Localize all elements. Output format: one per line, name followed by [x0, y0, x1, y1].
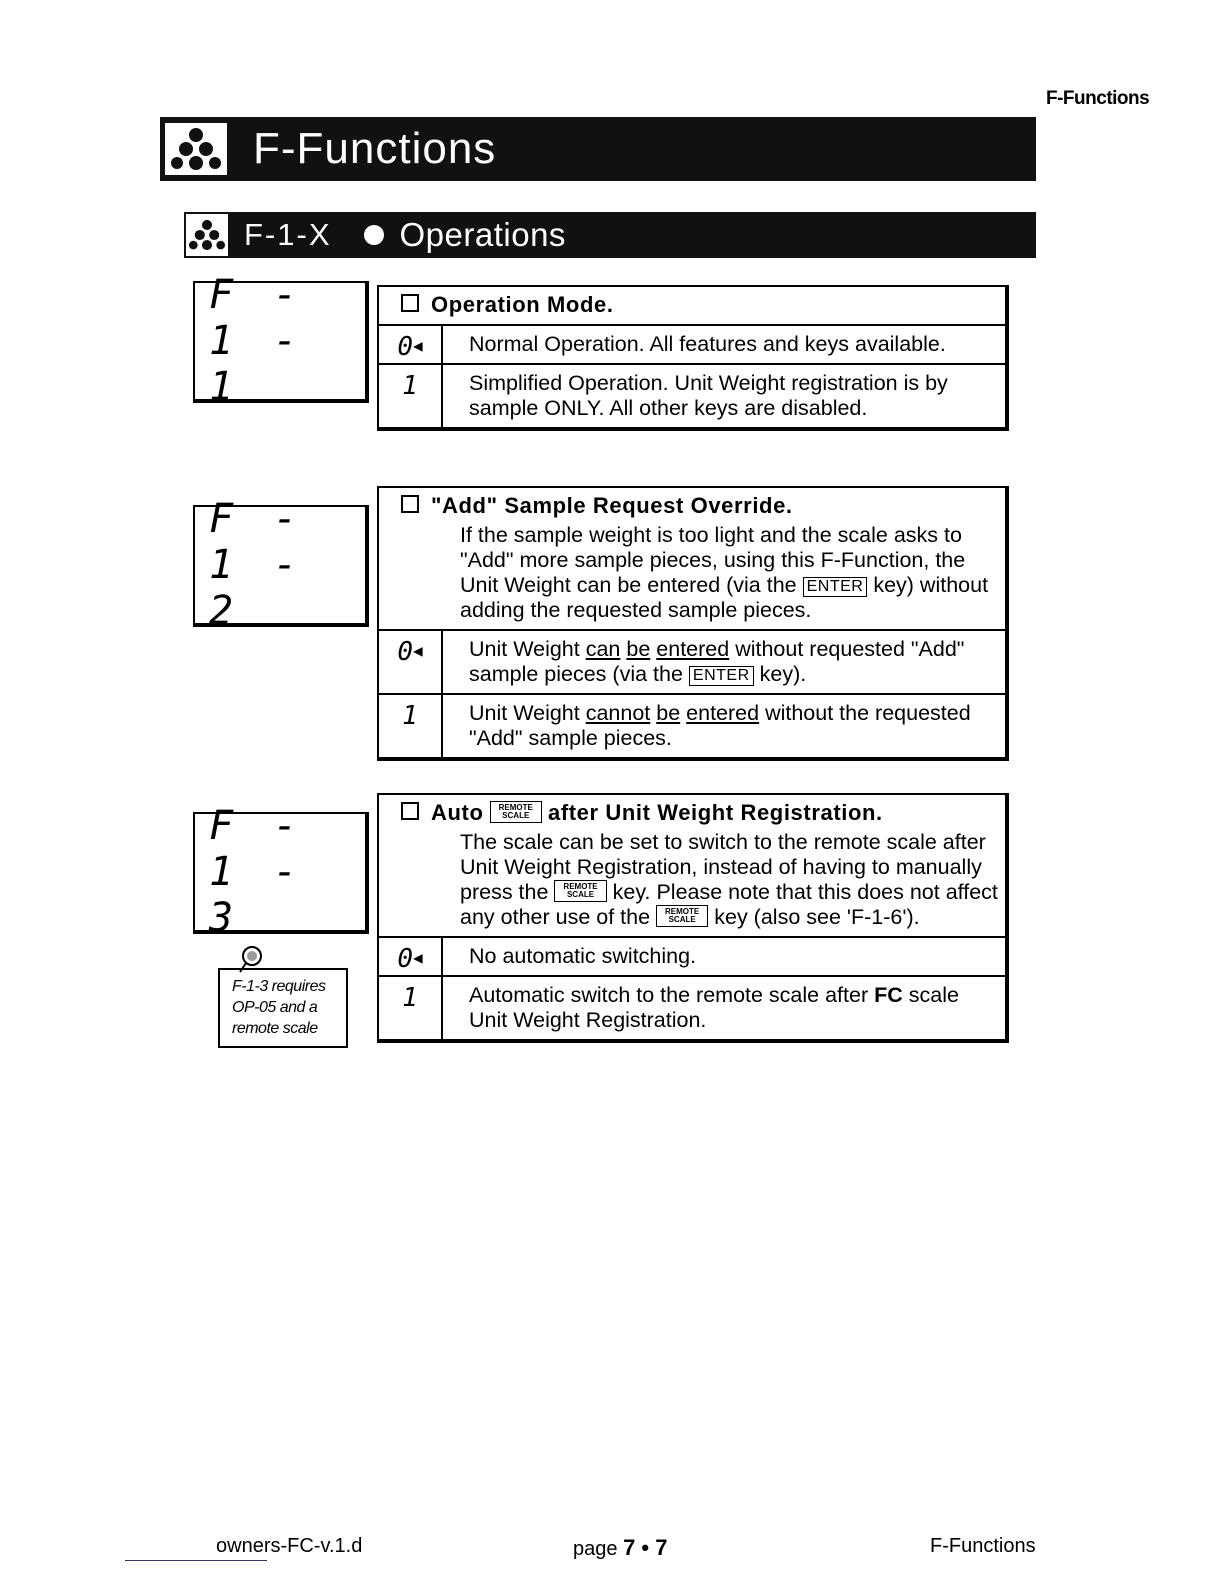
- pieces-logo-icon: [186, 214, 228, 256]
- checkbox-icon: [401, 802, 419, 820]
- option-text: Unit Weight can be entered without requested "Add" sample pieces (via the ENTER key).: [469, 637, 965, 686]
- function-table-f-1-3: [377, 793, 1009, 1043]
- running-header: F-Functions: [1046, 88, 1150, 109]
- option-text: No automatic switching.: [469, 944, 697, 968]
- option-row: [379, 631, 1005, 695]
- requirement-note: F-1-3 requires OP-05 and a remote scale: [218, 968, 348, 1048]
- enter-key-icon: ENTER: [689, 666, 754, 686]
- lcd-display-f-1-3: F - 1 - 3: [193, 812, 369, 934]
- option-row: [379, 977, 1005, 1039]
- function-table-f-1-2: [377, 486, 1009, 761]
- option-value: 0◀: [379, 631, 443, 693]
- enter-key-icon: ENTER: [803, 577, 868, 597]
- chapter-title: F-Functions: [253, 124, 497, 173]
- option-text: Automatic switch to the remote scale after FC scale Unit Weight Registration.: [469, 983, 959, 1032]
- checkbox-icon: [401, 495, 419, 513]
- option-row: [379, 365, 1005, 427]
- footer-rule: [125, 1560, 267, 1561]
- pieces-logo-icon: [163, 121, 229, 177]
- option-value: 1: [379, 977, 443, 1039]
- option-text: Unit Weight cannot be entered without the requested "Add" sample pieces.: [469, 701, 971, 750]
- option-row: [379, 695, 1005, 757]
- option-text: Simplified Operation. Unit Weight registration is by sample ONLY. All other keys are disabled.: [469, 371, 948, 420]
- lcd-display-f-1-1: F - 1 - 1: [193, 281, 369, 403]
- footer-filename: owners-FC-v.1.d: [216, 1535, 363, 1557]
- footer-page: page 7 • 7: [573, 1535, 668, 1560]
- option-value: 1: [379, 695, 443, 757]
- option-text: Normal Operation. All features and keys available.: [469, 332, 946, 356]
- chapter-banner: [160, 117, 1036, 181]
- default-arrow-icon: ◀: [413, 641, 423, 660]
- checkbox-icon: [401, 294, 419, 312]
- lcd-display-f-1-2: F - 1 - 2: [193, 505, 369, 627]
- function-description: If the sample weight is too light and the scale asks to "Add" more sample pieces, using this F-Function, the Unit Weight can be entered (via the ENTER key) without adding the requested sample pieces.: [460, 523, 989, 622]
- remote-scale-key-icon: REMOTE SCALE: [554, 880, 606, 902]
- option-value: 1: [379, 365, 443, 427]
- remote-scale-key-icon: REMOTE SCALE: [490, 801, 542, 823]
- remote-scale-key-icon: REMOTE SCALE: [656, 905, 708, 927]
- option-row: [379, 938, 1005, 977]
- default-arrow-icon: ◀: [413, 948, 423, 967]
- function-heading: Auto REMOTE SCALE after Unit Weight Registration. The scale can be set to switch to the remote scale after Unit Weight Registration, instead of having to manually press the REMOTE SCALE key. Please note that this does not affect any other use of the REMOTE SCALE key (also see 'F-1-6').: [379, 795, 1005, 938]
- function-table-f-1-1: [377, 285, 1009, 431]
- option-value: 0◀: [379, 938, 443, 975]
- function-heading: Operation Mode.: [379, 287, 1005, 326]
- function-description: The scale can be set to switch to the remote scale after Unit Weight Registration, instead of having to manually press the REMOTE SCALE key. Please note that this does not affect any other use of the REMOTE SCALE key (also see 'F-1-6').: [460, 830, 998, 929]
- function-heading: "Add" Sample Request Override. If the sample weight is too light and the scale asks to "Add" more sample pieces, using this F-Function, the Unit Weight can be entered (via the ENTER key) without adding the requested sample pieces.: [379, 488, 1005, 631]
- bullet-icon: [364, 225, 384, 245]
- option-value: 0◀: [379, 326, 443, 363]
- footer-section: F-Functions: [930, 1535, 1036, 1557]
- section-banner: [184, 212, 1036, 258]
- option-row: [379, 326, 1005, 365]
- section-title: Operations: [399, 216, 566, 253]
- section-code: F-1-X: [244, 217, 332, 252]
- default-arrow-icon: ◀: [413, 336, 423, 355]
